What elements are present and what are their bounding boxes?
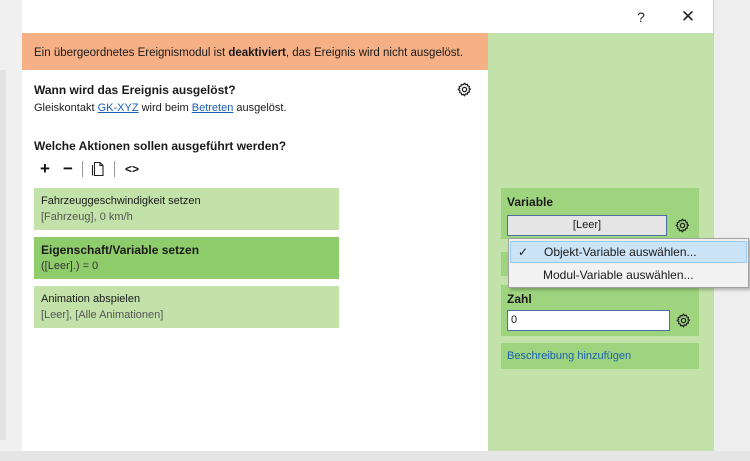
help-button[interactable]: ? (637, 9, 645, 25)
variable-select-button[interactable]: [Leer] (507, 215, 667, 236)
variable-context-menu (508, 238, 749, 288)
trigger-prefix: Gleiskontakt (34, 102, 98, 114)
background-app-bottom (0, 451, 750, 461)
action-detail: ([Leer].) = 0 (41, 260, 99, 272)
add-action-button[interactable]: + (40, 159, 50, 178)
action-title: Fahrzeuggeschwindigkeit setzen (41, 195, 201, 207)
trigger-suffix: ausgelöst. (233, 102, 287, 114)
copy-action-icon[interactable] (91, 158, 107, 180)
check-icon: ✓ (518, 245, 529, 259)
action-detail: [Leer], [Alle Animationen] (41, 309, 164, 321)
action-detail: [Fahrzeug], 0 km/h (41, 211, 133, 223)
trigger-description (34, 102, 287, 114)
toolbar-separator (82, 161, 83, 177)
background-app-scrollbar (0, 70, 6, 440)
warning-text (34, 45, 463, 59)
contact-link[interactable]: GK-XYZ (97, 102, 139, 114)
close-button[interactable]: ✕ (680, 7, 696, 26)
warning-banner (22, 33, 488, 70)
menu-item-label: Modul-Variable auswählen... (543, 268, 694, 282)
code-view-button[interactable]: <> (124, 162, 139, 176)
add-description-link[interactable]: Beschreibung hinzufügen (507, 350, 632, 362)
dialog-titlebar (22, 0, 713, 33)
background-app-right (713, 0, 750, 461)
menu-item-label: Objekt-Variable auswählen... (544, 245, 697, 259)
zahl-settings-gear-icon[interactable] (676, 313, 691, 328)
toolbar-separator (114, 161, 115, 177)
menu-item-module-variable[interactable] (510, 264, 747, 286)
trigger-settings-gear-icon[interactable] (457, 82, 472, 97)
action-item[interactable] (34, 286, 339, 328)
action-title: Eigenschaft/Variable setzen (41, 243, 200, 257)
warning-text-bold: deaktiviert (228, 47, 286, 59)
warning-text-start: Ein übergeordnetes Ereignismodul ist (34, 47, 229, 59)
trigger-middle: wird beim (138, 102, 192, 114)
trigger-heading: Wann wird das Ereignis ausgelöst? (34, 83, 236, 97)
zahl-input[interactable]: 0 (507, 310, 670, 331)
variable-label: Variable (507, 195, 554, 209)
action-item-selected[interactable] (34, 237, 339, 279)
warning-text-end: , das Ereignis wird nicht ausgelöst. (285, 47, 463, 59)
variable-settings-gear-icon[interactable] (675, 218, 690, 233)
actions-heading: Welche Aktionen sollen ausgeführt werden? (34, 139, 287, 153)
remove-action-button[interactable]: − (63, 159, 73, 178)
event-type-link[interactable]: Betreten (191, 102, 234, 114)
action-item[interactable] (34, 188, 339, 230)
actions-toolbar (34, 158, 154, 180)
action-title: Animation abspielen (41, 293, 141, 305)
menu-item-object-variable[interactable] (510, 241, 747, 263)
zahl-label: Zahl (507, 292, 532, 306)
